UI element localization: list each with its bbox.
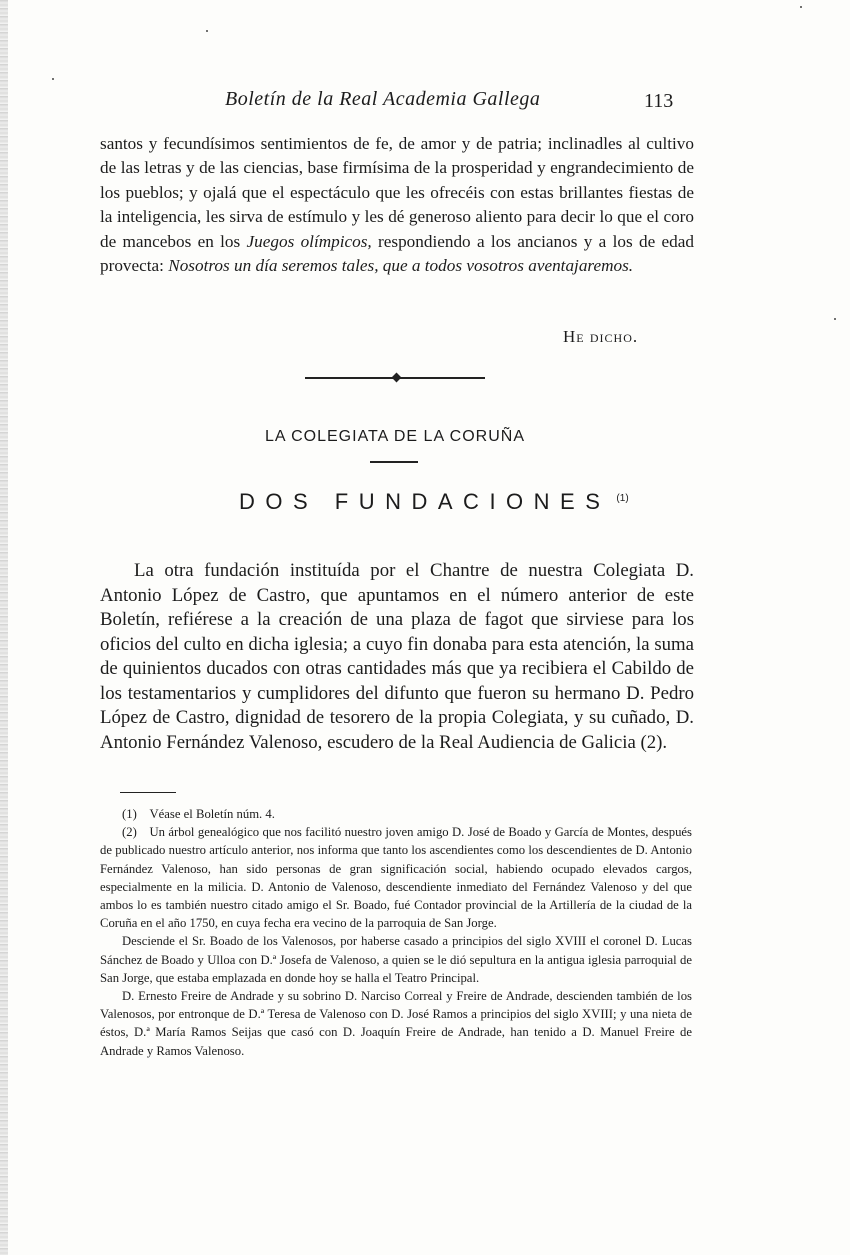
binding-edge bbox=[0, 0, 8, 1255]
article-title bbox=[239, 489, 629, 515]
heading-rule bbox=[370, 461, 418, 463]
section-divider-ornament bbox=[305, 375, 485, 381]
scan-speck bbox=[52, 78, 54, 80]
footnote-2-paragraph-3: D. Ernesto Freire de Andrade y su sobrino D. Narciso Correal y Freire de Andrade, descienden también de los Valenosos, por entronque de D.ª Teresa de Valenoso con D. José Ramos a principios del siglo XVIII; y una nieta de éstos, D.ª María Ramos Seijas que casó con D. Joaquín Freire de Andrade, han tenido a D. Manuel Freire de Andrade y Ramos Valenoso. bbox=[100, 989, 692, 1058]
scan-speck bbox=[834, 318, 836, 320]
section-heading: LA COLEGIATA DE LA CORUÑA bbox=[264, 428, 526, 445]
running-head bbox=[100, 88, 700, 116]
footnote-1: (1) Véase el Boletín núm. 4. bbox=[122, 807, 275, 821]
speech-italic-2: Nosotros un día seremos tales, que a todos vosotros aventajaremos. bbox=[168, 256, 634, 276]
journal-title: Boletín de la Real Academia Gallega bbox=[225, 88, 541, 110]
footnote-rule bbox=[120, 792, 176, 793]
footnote-2-paragraph-2: Desciende el Sr. Boado de los Valenosos, por haberse casado a principios del siglo XVIII el coronel D. Lucas Sánchez de Boado y Ulloa con D.ª Josefa de Valenoso, a quien se le dió sepultura en la antigua iglesia parroquial de San Jorge, que estaba emplazada en donde hoy se halla el Teatro Principal. bbox=[100, 934, 692, 985]
page-number: 113 bbox=[644, 90, 674, 112]
article-paragraph: La otra fundación instituída por el Chantre de nuestra Colegiata D. Antonio López de Castro, que apuntamos en el número anterior de este Boletín, refiérese a la creación de una plaza de fagot que sirviese para los oficios del culto en dicha iglesia; a cuyo fin donaba para esta atención, la suma de quinientos ducados con otras cantidades más que ya recibiera el Cabildo de los testamentarios y cumplidores del difunto que fueron su hermano D. Pedro López de Castro, dignidad de tesorero de la propia Colegiata, y su cuñado, D. Antonio Fernández Valenoso, escudero de la Real Audiencia de Galicia (2). bbox=[100, 560, 694, 753]
speech-conclusion bbox=[100, 132, 694, 278]
speech-text-1: santos y fecundísimos sentimientos de fe, de amor y de patria; inclinadles al cultivo de las letras y de las ciencias, base firmísima de la prosperidad y engrandecimiento de los pueblos; y ojalá que el espectáculo que les ofrecéis con estas brillantes fiestas de la inteligencia, les sirva de estímulo y les dé generoso aliento para decir lo que el coro de mancebos en los bbox=[100, 134, 694, 251]
signature: He dicho. bbox=[563, 327, 639, 346]
article-body bbox=[100, 559, 694, 755]
speech-text-2: respondiendo a los ancianos y a los de edad provecta: bbox=[100, 231, 694, 276]
title-footnote-mark: (1) bbox=[616, 492, 629, 504]
divider-diamond bbox=[392, 373, 402, 383]
speech-italic-1: Juegos olímpicos, bbox=[246, 231, 372, 251]
speech-paragraph bbox=[100, 132, 694, 278]
article-title-text: DOS FUNDACIONES bbox=[239, 489, 611, 514]
footnotes bbox=[100, 805, 692, 1060]
scan-speck bbox=[800, 6, 802, 8]
scan-speck bbox=[206, 30, 208, 32]
footnote-2: (2) Un árbol genealógico que nos facilitó nuestro joven amigo D. José de Boado y García de Montes, después de publicado nuestro artículo anterior, nos informa que tanto los ascendientes como los descendientes de D. Antonio Fernández Valenoso, han sido personas de gran significación social, habiendo ocupado elevados cargos, especialmente en la milicia. D. Antonio de Valenoso, descendiente inmediato del Fernández Valenoso y del que ambos lo es también nuestro citado amigo el Sr. Boado, fué Contador provincial de la Artillería de la ciudad de la Coruña en el año 1750, en cuya fecha era vecino de la parroquia de San Jorge. bbox=[100, 825, 692, 931]
